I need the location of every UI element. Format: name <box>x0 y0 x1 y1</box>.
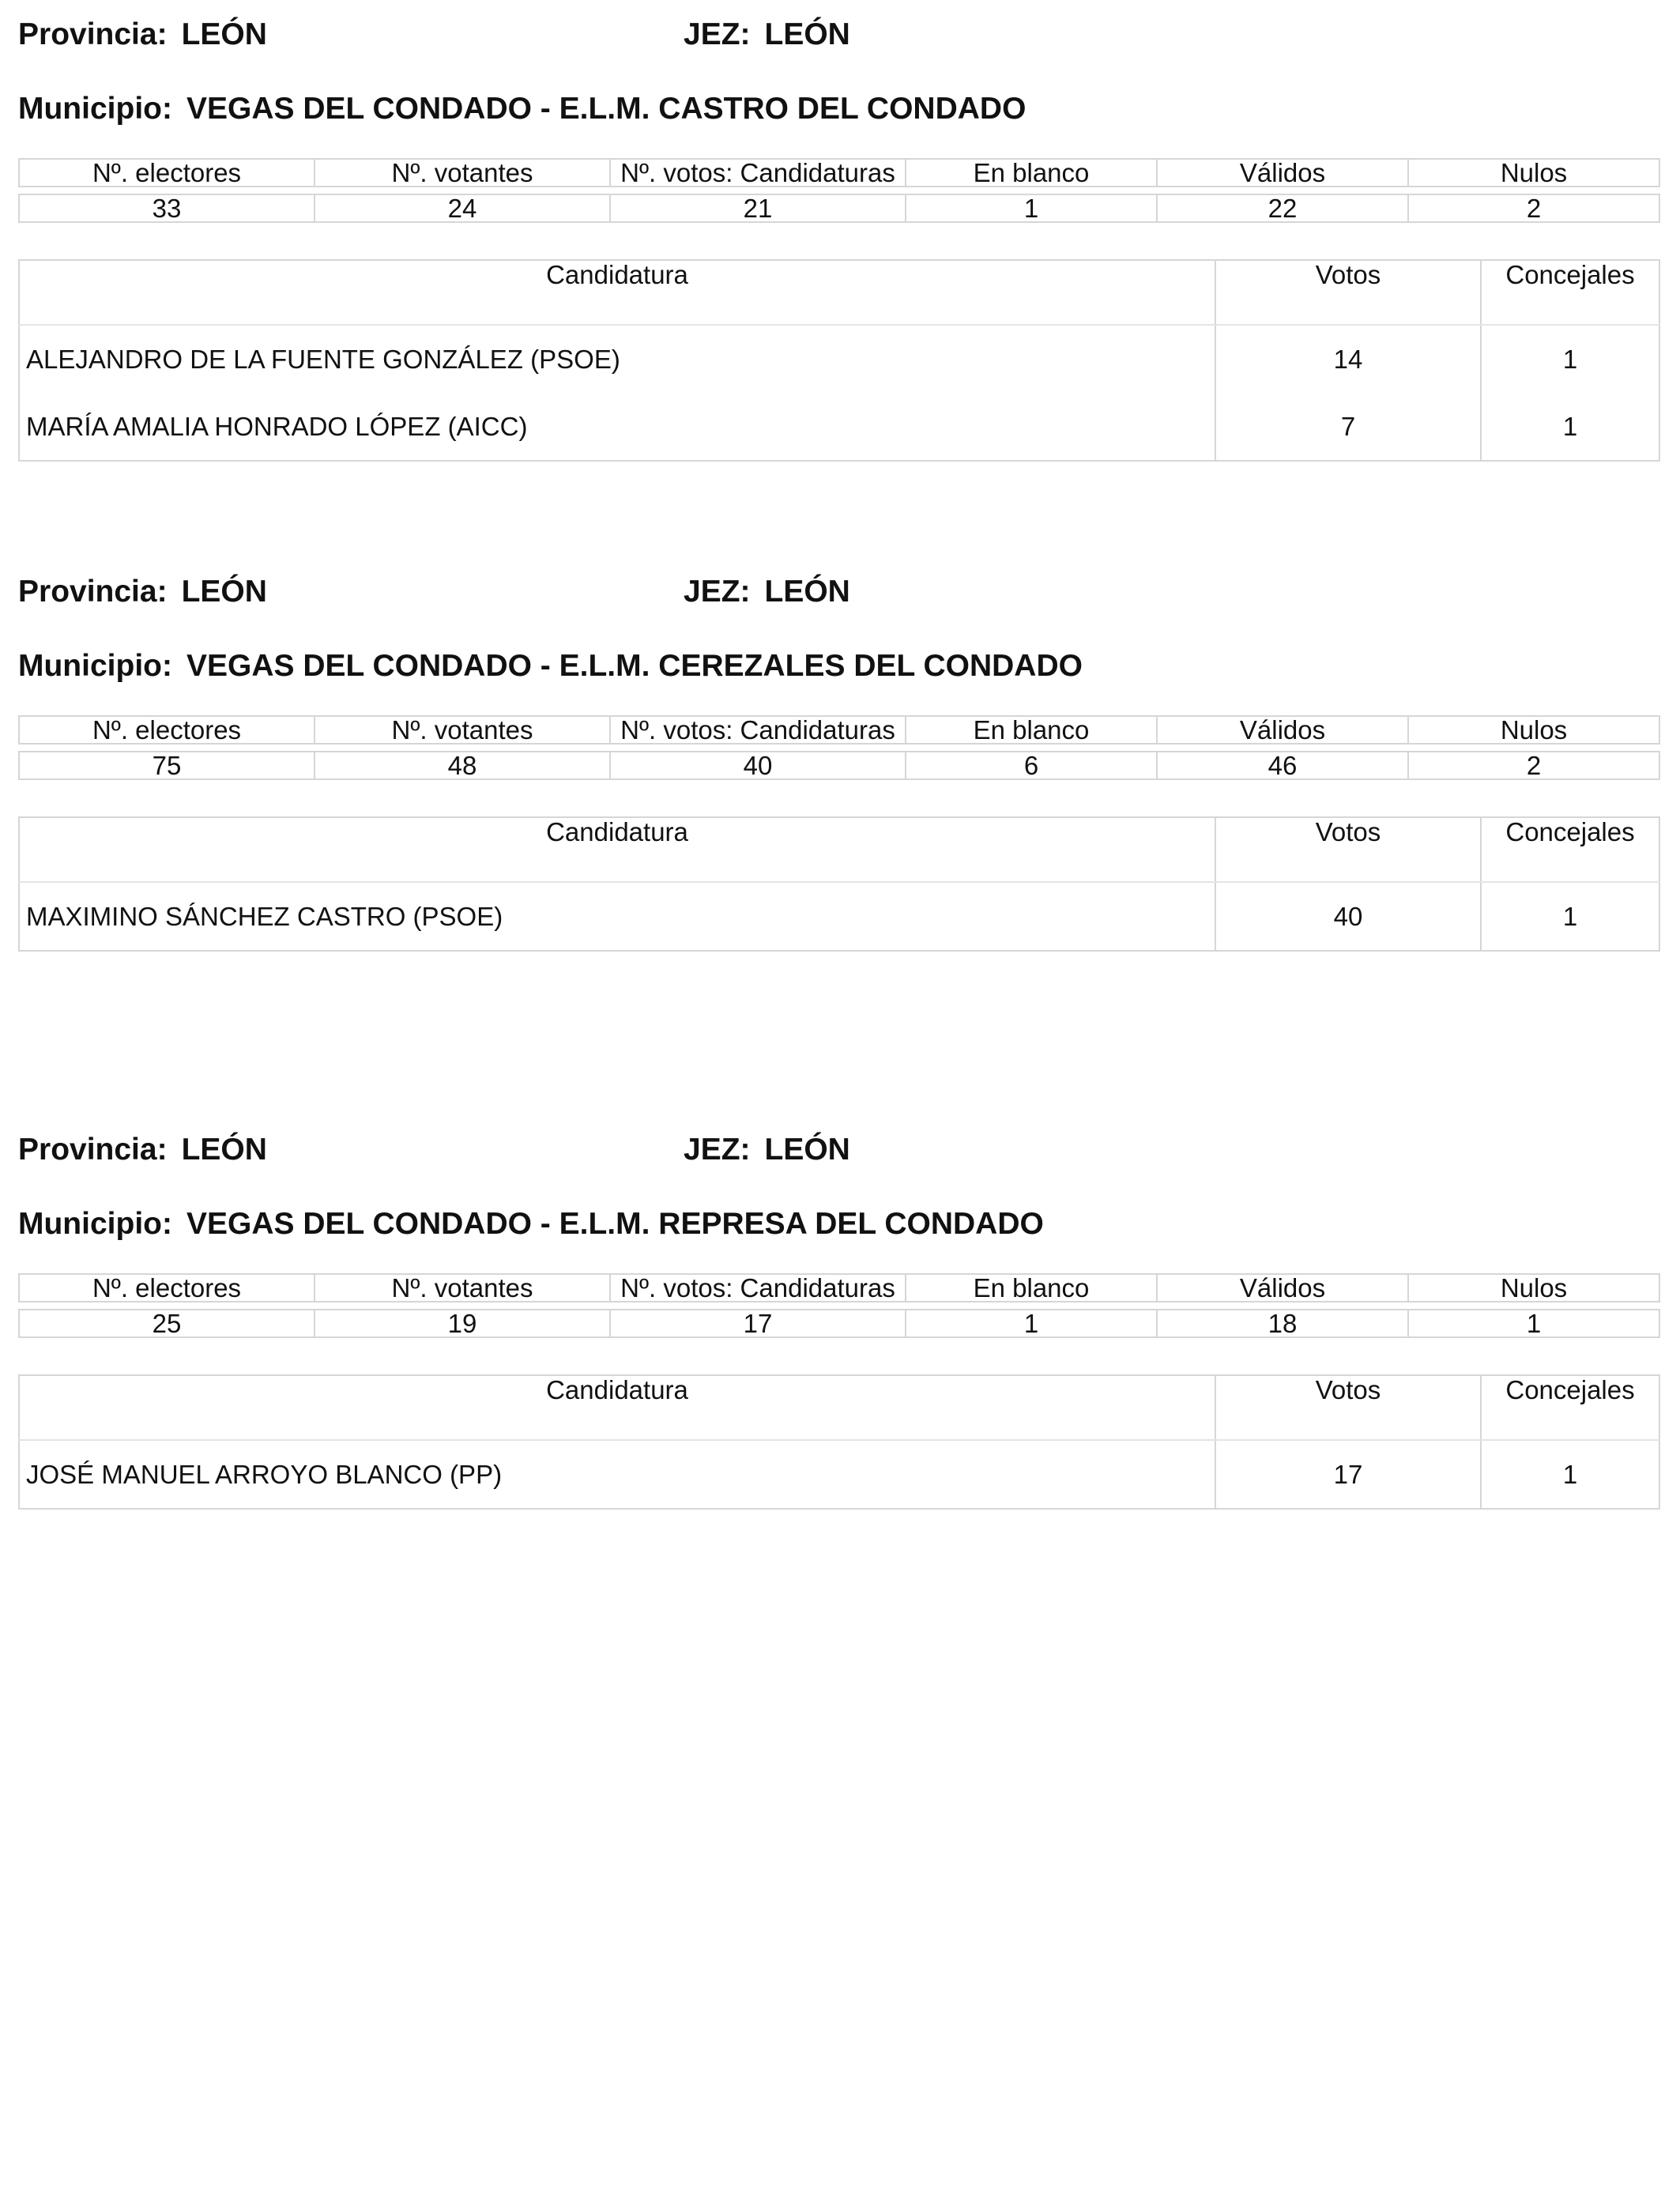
stats-header-votantes: Nº. votantes <box>315 716 610 744</box>
stats-spacer-cell <box>19 187 1659 194</box>
stats-header-votos-candidaturas: Nº. votos: Candidaturas <box>610 159 906 187</box>
stats-header-electores: Nº. electores <box>19 1274 315 1302</box>
stats-value-electores: 25 <box>19 1310 315 1337</box>
candidate-concejales: 1 <box>1481 393 1659 461</box>
provincia-label: Provincia: <box>18 575 168 609</box>
jez-label: JEZ: <box>684 17 751 51</box>
jez-value: LEÓN <box>764 1133 850 1167</box>
stats-value-validos: 18 <box>1157 1310 1408 1337</box>
candidate-votos: 14 <box>1215 325 1481 393</box>
header-votos: Votos <box>1215 260 1481 325</box>
candidate-votos: 40 <box>1215 882 1481 951</box>
stats-value-electores: 75 <box>19 752 315 779</box>
header-votos: Votos <box>1215 817 1481 882</box>
stats-value-row <box>19 752 1659 779</box>
stats-table <box>18 158 1660 223</box>
stats-value-votos-candidaturas: 17 <box>610 1310 906 1337</box>
stats-value-validos: 22 <box>1157 194 1408 222</box>
header-votos: Votos <box>1215 1375 1481 1440</box>
municipio-label: Municipio: <box>18 1207 172 1241</box>
stats-value-nulos: 1 <box>1408 1310 1659 1337</box>
municipio-line <box>18 1207 1044 1242</box>
candidate-votos: 7 <box>1215 393 1481 461</box>
candidates-table <box>18 1374 1660 1510</box>
stats-value-en-blanco: 1 <box>906 194 1157 222</box>
candidate-concejales: 1 <box>1481 882 1659 951</box>
stats-header-nulos: Nulos <box>1408 1274 1659 1302</box>
municipio-label: Municipio: <box>18 649 172 683</box>
stats-header-votos-candidaturas: Nº. votos: Candidaturas <box>610 716 906 744</box>
stats-header-validos: Válidos <box>1157 716 1408 744</box>
stats-header-row <box>19 159 1659 187</box>
municipio-value: VEGAS DEL CONDADO - E.L.M. REPRESA DEL CONDADO <box>186 1207 1044 1241</box>
stats-header-row <box>19 716 1659 744</box>
jez-label: JEZ: <box>684 575 751 609</box>
municipio-label: Municipio: <box>18 92 172 126</box>
stats-value-votantes: 24 <box>315 194 610 222</box>
provincia-value: LEÓN <box>181 17 267 51</box>
stats-spacer <box>19 744 1659 752</box>
candidate-row <box>19 882 1659 951</box>
candidate-votos: 17 <box>1215 1440 1481 1509</box>
provincia-line <box>18 17 267 52</box>
stats-spacer <box>19 187 1659 194</box>
candidate-name: MAXIMINO SÁNCHEZ CASTRO (PSOE) <box>26 901 503 931</box>
header-concejales: Concejales <box>1481 260 1659 325</box>
stats-header-votos-candidaturas: Nº. votos: Candidaturas <box>610 1274 906 1302</box>
stats-header-electores: Nº. electores <box>19 159 315 187</box>
stats-header-validos: Válidos <box>1157 159 1408 187</box>
candidate-name: ALEJANDRO DE LA FUENTE GONZÁLEZ (PSOE) <box>26 344 620 374</box>
stats-value-validos: 46 <box>1157 752 1408 779</box>
stats-spacer <box>19 1302 1659 1310</box>
candidate-name: JOSÉ MANUEL ARROYO BLANCO (PP) <box>26 1459 503 1489</box>
provincia-value: LEÓN <box>181 575 267 609</box>
stats-table <box>18 1273 1660 1338</box>
stats-value-votos-candidaturas: 40 <box>610 752 906 779</box>
stats-value-nulos: 2 <box>1408 194 1659 222</box>
candidate-concejales: 1 <box>1481 1440 1659 1509</box>
header-candidatura: Candidatura <box>19 1375 1215 1440</box>
jez-line <box>684 17 850 52</box>
header-candidatura: Candidatura <box>19 817 1215 882</box>
candidate-row <box>19 393 1659 461</box>
stats-value-votos-candidaturas: 21 <box>610 194 906 222</box>
header-concejales: Concejales <box>1481 817 1659 882</box>
stats-value-votantes: 48 <box>315 752 610 779</box>
stats-value-row <box>19 1310 1659 1337</box>
stats-value-en-blanco: 1 <box>906 1310 1157 1337</box>
header-concejales: Concejales <box>1481 1375 1659 1440</box>
stats-header-votantes: Nº. votantes <box>315 1274 610 1302</box>
stats-value-votantes: 19 <box>315 1310 610 1337</box>
stats-header-validos: Válidos <box>1157 1274 1408 1302</box>
stats-header-row <box>19 1274 1659 1302</box>
jez-line <box>684 1133 850 1167</box>
stats-header-votantes: Nº. votantes <box>315 159 610 187</box>
jez-label: JEZ: <box>684 1133 751 1167</box>
stats-value-row <box>19 194 1659 222</box>
stats-value-nulos: 2 <box>1408 752 1659 779</box>
candidates-header-row <box>19 260 1659 325</box>
provincia-value: LEÓN <box>181 1133 267 1167</box>
stats-value-en-blanco: 6 <box>906 752 1157 779</box>
municipio-line <box>18 92 1026 126</box>
stats-header-electores: Nº. electores <box>19 716 315 744</box>
stats-spacer-cell <box>19 744 1659 752</box>
stats-header-en-blanco: En blanco <box>906 716 1157 744</box>
provincia-label: Provincia: <box>18 17 168 51</box>
municipio-value: VEGAS DEL CONDADO - E.L.M. CASTRO DEL CONDADO <box>186 92 1026 126</box>
candidates-header-row <box>19 1375 1659 1440</box>
stats-header-en-blanco: En blanco <box>906 159 1157 187</box>
jez-value: LEÓN <box>764 17 850 51</box>
candidate-concejales: 1 <box>1481 325 1659 393</box>
candidates-table <box>18 816 1660 952</box>
candidate-row <box>19 1440 1659 1509</box>
provincia-line <box>18 575 267 609</box>
municipio-value: VEGAS DEL CONDADO - E.L.M. CEREZALES DEL CONDADO <box>186 649 1083 683</box>
jez-line <box>684 575 850 609</box>
jez-value: LEÓN <box>764 575 850 609</box>
stats-table <box>18 715 1660 780</box>
candidate-row <box>19 325 1659 393</box>
stats-header-en-blanco: En blanco <box>906 1274 1157 1302</box>
candidates-table <box>18 259 1660 462</box>
candidate-name: MARÍA AMALIA HONRADO LÓPEZ (AICC) <box>26 411 528 441</box>
stats-value-electores: 33 <box>19 194 315 222</box>
provincia-label: Provincia: <box>18 1133 168 1167</box>
stats-header-nulos: Nulos <box>1408 159 1659 187</box>
stats-header-nulos: Nulos <box>1408 716 1659 744</box>
stats-spacer-cell <box>19 1302 1659 1310</box>
candidates-header-row <box>19 817 1659 882</box>
header-candidatura: Candidatura <box>19 260 1215 325</box>
provincia-line <box>18 1133 267 1167</box>
municipio-line <box>18 649 1083 684</box>
